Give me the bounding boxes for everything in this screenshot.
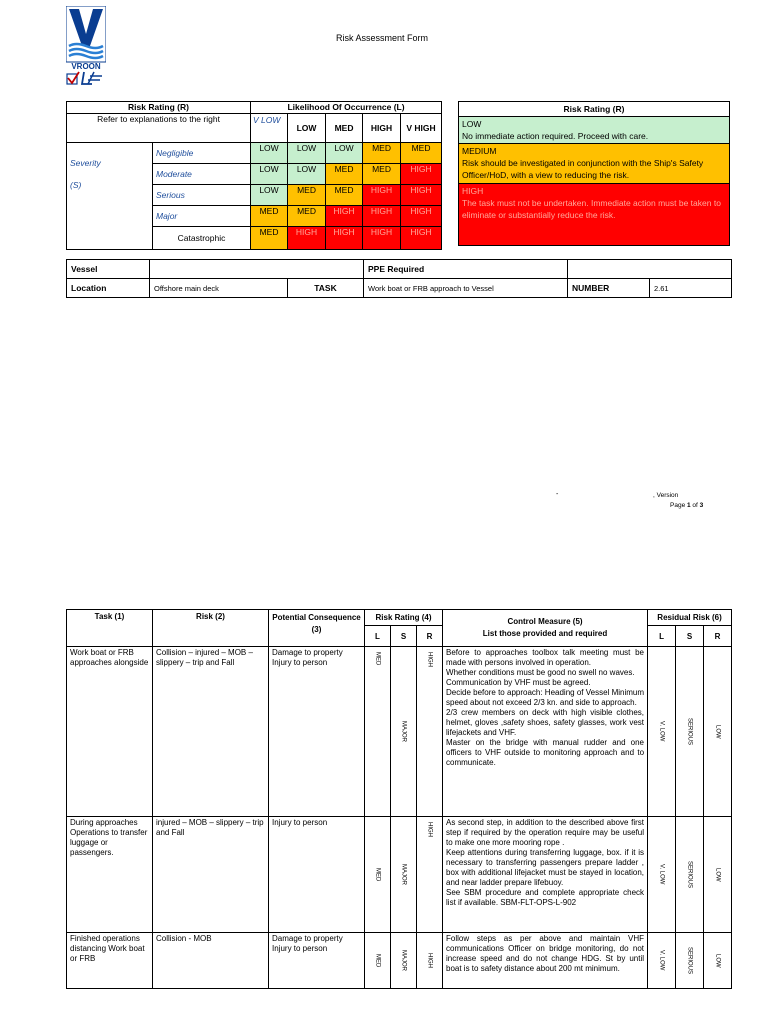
vessel-info-table (66, 259, 732, 298)
row-consequence-1: Injury to person (272, 818, 328, 827)
row-consequence-1: Damage to property (272, 648, 343, 657)
matrix-cell: HIGH (326, 206, 363, 227)
legend-high (459, 184, 730, 246)
likelihood-level-vlow: V LOW (251, 114, 288, 143)
row-r-text: HIGH (426, 652, 433, 667)
control-line: Communication by VHF must be agreed. (446, 678, 591, 687)
matrix-cell: HIGH (401, 227, 442, 250)
row-l (365, 933, 391, 989)
row-consequence-1: Damage to property (272, 934, 343, 943)
likelihood-title: Likelihood Of Occurrence (L) (251, 102, 442, 114)
table-row (67, 933, 732, 989)
severity-label: Severity (70, 158, 101, 168)
matrix-cell: MED (251, 206, 288, 227)
matrix-refer-text: Refer to explanations to the right (67, 114, 251, 143)
likelihood-level-low: LOW (288, 114, 326, 143)
control-line: Follow steps as per above and maintain VHF communications Officer on bridge monitoring, do not increase speed and do not change HDG. St by until boat is to safety distance about 200 mt minimum. (446, 934, 645, 973)
vessel-label: Vessel (67, 260, 150, 279)
row-consequence-2: Injury to person (272, 658, 328, 667)
control-line: See SBM procedure and complete appropriate check list if available. SBM-FLT-OPS-L-902 (446, 888, 645, 907)
matrix-cell: HIGH (363, 227, 401, 250)
row-control (443, 817, 648, 933)
row-risk: injured – MOB – slippery – trip and Fall (153, 817, 269, 933)
header-control (443, 610, 648, 647)
control-line: Before to approaches toolbox talk meeting must be made with persons involved in operation. (446, 648, 645, 667)
page-indicator (670, 502, 703, 509)
control-line: Decide before to approach: Heading of Vessel Minimum speed about not exceed 2/3 kn. and side to approach. (446, 688, 645, 707)
row-s-text: MAJOR (400, 864, 407, 885)
header-r: R (417, 626, 443, 647)
header-task: Task (1) (67, 610, 153, 647)
matrix-cell: HIGH (401, 164, 442, 185)
matrix-cell: MED (326, 164, 363, 185)
vessel-value (150, 260, 364, 279)
control-line: Master on the bridge with manual rudder and one officers to VHF outside to monitoring approach and to communicate. (446, 738, 645, 767)
row-res-s-text: SERIOUS (686, 717, 693, 745)
matrix-cell: LOW (251, 185, 288, 206)
header-residual: Residual Risk (6) (648, 610, 732, 626)
row-res-s-text: SERIOUS (686, 860, 693, 888)
document-title: Risk Assessment Form (336, 33, 429, 43)
row-res-s (676, 817, 704, 933)
legend-high-text: The task must not be undertaken. Immediate action must be taken to eliminate or substantially reduce the risk. (462, 198, 721, 220)
header-res-s: S (676, 626, 704, 647)
page-prefix: Page (670, 502, 687, 509)
row-r (417, 647, 443, 817)
row-risk: Collision – injured – MOB – slippery – trip and Fall (153, 647, 269, 817)
legend-medium-title: MEDIUM (462, 146, 497, 156)
row-s-text: MAJOR (400, 721, 407, 742)
severity-serious: Serious (153, 185, 251, 206)
row-res-l-text: V. LOW (658, 864, 665, 885)
severity-catastrophic: Catastrophic (153, 227, 251, 250)
matrix-cell: LOW (251, 164, 288, 185)
risk-assessment-table (66, 609, 732, 989)
row-res-s-text: SERIOUS (686, 946, 693, 974)
control-line: Whether conditions must be good no swell no waves. (446, 668, 635, 677)
row-l (365, 647, 391, 817)
row-res-r (704, 933, 732, 989)
matrix-cell: MED (251, 227, 288, 250)
likelihood-level-vhigh: V HIGH (401, 114, 442, 143)
severity-code: (S) (70, 180, 82, 190)
row-s (391, 933, 417, 989)
row-s (391, 817, 417, 933)
row-l (365, 817, 391, 933)
matrix-cell: MED (288, 185, 326, 206)
row-res-r (704, 647, 732, 817)
header-res-l: L (648, 626, 676, 647)
ppe-value (568, 260, 732, 279)
row-s-text: MAJOR (400, 950, 407, 971)
control-line: As second step, in addition to the described above first step if required by the operation require may be useful to make one more mooring rope . (446, 818, 645, 847)
row-res-s (676, 647, 704, 817)
row-r-text: HIGH (426, 822, 433, 837)
task-label: TASK (288, 279, 364, 298)
row-res-l-text: V. LOW (658, 950, 665, 971)
task-value: Work boat or FRB approach to Vessel (364, 279, 568, 298)
matrix-cell: MED (326, 185, 363, 206)
header-risk: Risk (2) (153, 610, 269, 647)
ppe-label: PPE Required (364, 260, 568, 279)
row-res-l (648, 817, 676, 933)
number-label: NUMBER (568, 279, 650, 298)
legend-medium (459, 144, 730, 184)
matrix-cell: HIGH (363, 206, 401, 227)
row-s (391, 647, 417, 817)
row-res-l-text: V. LOW (658, 721, 665, 742)
legend-high-title: HIGH (462, 186, 484, 196)
risk-matrix (66, 101, 442, 250)
control-line: Keep attentions during transferring luggage, box. if it is necessary to transferring passengers prepare ladder , box with additional lifejacket must be stayed in location, and near ladder prepare lifebuoy. (446, 848, 645, 887)
row-r (417, 933, 443, 989)
risk-rating-legend (458, 101, 730, 246)
row-res-s (676, 933, 704, 989)
header-control-title: Control Measure (5) (507, 617, 583, 626)
matrix-cell: MED (363, 164, 401, 185)
page-of: of (690, 502, 700, 509)
footer-dash: - (556, 491, 559, 498)
row-control (443, 933, 648, 989)
matrix-cell: HIGH (363, 185, 401, 206)
legend-low (459, 117, 730, 144)
header-l: L (365, 626, 391, 647)
header-consequence: Potential Consequence (3) (269, 610, 365, 647)
location-value: Offshore main deck (150, 279, 288, 298)
table-row (67, 817, 732, 933)
matrix-cell: LOW (288, 164, 326, 185)
footer-version: , Version (653, 492, 679, 499)
location-label: Location (67, 279, 150, 298)
row-res-r-text: LOW (714, 953, 721, 968)
row-res-l (648, 933, 676, 989)
page-total: 3 (699, 502, 704, 509)
row-r (417, 817, 443, 933)
likelihood-level-high: HIGH (363, 114, 401, 143)
header-control-subtitle: List those provided and required (482, 629, 608, 638)
row-res-r (704, 817, 732, 933)
header-rating: Risk Rating (4) (365, 610, 443, 626)
matrix-risk-rating-title: Risk Rating (R) (67, 102, 251, 114)
row-risk: Collision - MOB (153, 933, 269, 989)
logo-text: VROON (71, 62, 101, 71)
header-res-r: R (704, 626, 732, 647)
severity-blank (67, 227, 153, 250)
row-task: During approaches Operations to transfer luggage or passengers. (67, 817, 153, 933)
matrix-cell: LOW (326, 143, 363, 164)
row-l-text: MED (374, 953, 381, 968)
row-control (443, 647, 648, 817)
likelihood-level-med: MED (326, 114, 363, 143)
row-r-text: HIGH (426, 953, 433, 968)
table-row (67, 647, 732, 817)
page-number: 1 (687, 502, 691, 509)
matrix-cell: LOW (288, 143, 326, 164)
severity-cell (67, 143, 153, 227)
row-l-text: MED (374, 867, 381, 882)
matrix-cell: HIGH (401, 185, 442, 206)
row-consequence (269, 817, 365, 933)
number-value: 2.61 (650, 279, 732, 298)
legend-low-title: LOW (462, 119, 482, 129)
matrix-cell: LOW (251, 143, 288, 164)
control-line: 2/3 crew members on deck with high visible clothes, helmet, gloves ,safety shoes, safety glasses, work vest lifejackets and VHF. (446, 708, 645, 737)
row-res-l (648, 647, 676, 817)
legend-medium-text: Risk should be investigated in conjunction with the Ship's Safety Officer/HoD, with a view to reducing the risk. (462, 158, 704, 180)
severity-major: Major (153, 206, 251, 227)
row-consequence-2: Injury to person (272, 944, 328, 953)
row-res-r-text: LOW (714, 867, 721, 882)
matrix-cell: HIGH (288, 227, 326, 250)
matrix-cell: MED (401, 143, 442, 164)
row-consequence (269, 933, 365, 989)
row-consequence (269, 647, 365, 817)
row-res-r-text: LOW (714, 724, 721, 739)
matrix-cell: HIGH (401, 206, 442, 227)
matrix-cell: HIGH (326, 227, 363, 250)
matrix-cell: MED (288, 206, 326, 227)
vroon-logo (66, 6, 106, 90)
row-l-text: MED (374, 652, 381, 666)
matrix-cell: MED (363, 143, 401, 164)
row-task: Work boat or FRB approaches alongside (67, 647, 153, 817)
row-task: Finished operations distancing Work boat or FRB (67, 933, 153, 989)
severity-negligible: Negligible (153, 143, 251, 164)
severity-moderate: Moderate (153, 164, 251, 185)
header-s: S (391, 626, 417, 647)
legend-title: Risk Rating (R) (459, 102, 730, 117)
legend-low-text: No immediate action required. Proceed with care. (462, 131, 649, 141)
